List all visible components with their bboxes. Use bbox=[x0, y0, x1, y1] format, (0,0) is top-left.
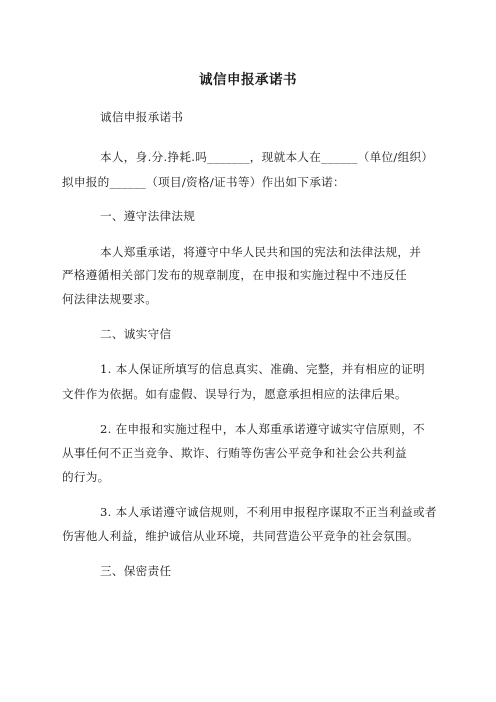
section-2-item-3-line-2: 伤害他人利益，维护诚信从业环境，共同营造公平竞争的社会氛围。 bbox=[62, 529, 419, 543]
intro-line-2: 拟申报的______（项目/资格/证书等）作出如下承诺： bbox=[62, 175, 345, 189]
section-2-item-1-line-1: 1. 本人保证所填写的信息真实、准确、完整，并有相应的证明 bbox=[100, 362, 425, 376]
document-title: 诚信申报承诺书 bbox=[199, 72, 297, 88]
section-1-para-line-3: 何法律法规要求。 bbox=[62, 292, 158, 306]
section-2-item-3-line-1: 3. 本人承诺遵守诚信规则，不利用申报程序谋取不正当利益或者 bbox=[100, 505, 437, 519]
section-2-item-2-line-1: 2. 在申报和实施过程中，本人郑重承诺遵守诚实守信原则，不 bbox=[100, 422, 425, 436]
section-3-heading: 三、保密责任 bbox=[100, 564, 172, 578]
section-2-item-2-line-3: 的行为。 bbox=[62, 470, 110, 484]
section-2-item-2-line-2: 从事任何不正当竞争、欺诈、行贿等伤害公平竞争和社会公共利益 bbox=[62, 446, 407, 460]
section-2-heading: 二、诚实守信 bbox=[100, 327, 172, 341]
section-1-heading: 一、遵守法律法规 bbox=[100, 209, 196, 223]
section-2-item-1-line-2: 文件作为依据。如有虚假、误导行为，愿意承担相应的法律后果。 bbox=[62, 387, 407, 401]
document-subtitle: 诚信申报承诺书 bbox=[100, 110, 184, 124]
intro-line-1: 本人，身.分.挣耗.吗_______，现就本人在______（单位/组织） bbox=[100, 150, 434, 164]
section-1-para-line-2: 严格遵循相关部门发布的规章制度，在申报和实施过程中不违反任 bbox=[62, 268, 407, 282]
section-1-para-line-1: 本人郑重承诺，将遵守中华人民共和国的宪法和法律法规，并 bbox=[100, 245, 422, 259]
